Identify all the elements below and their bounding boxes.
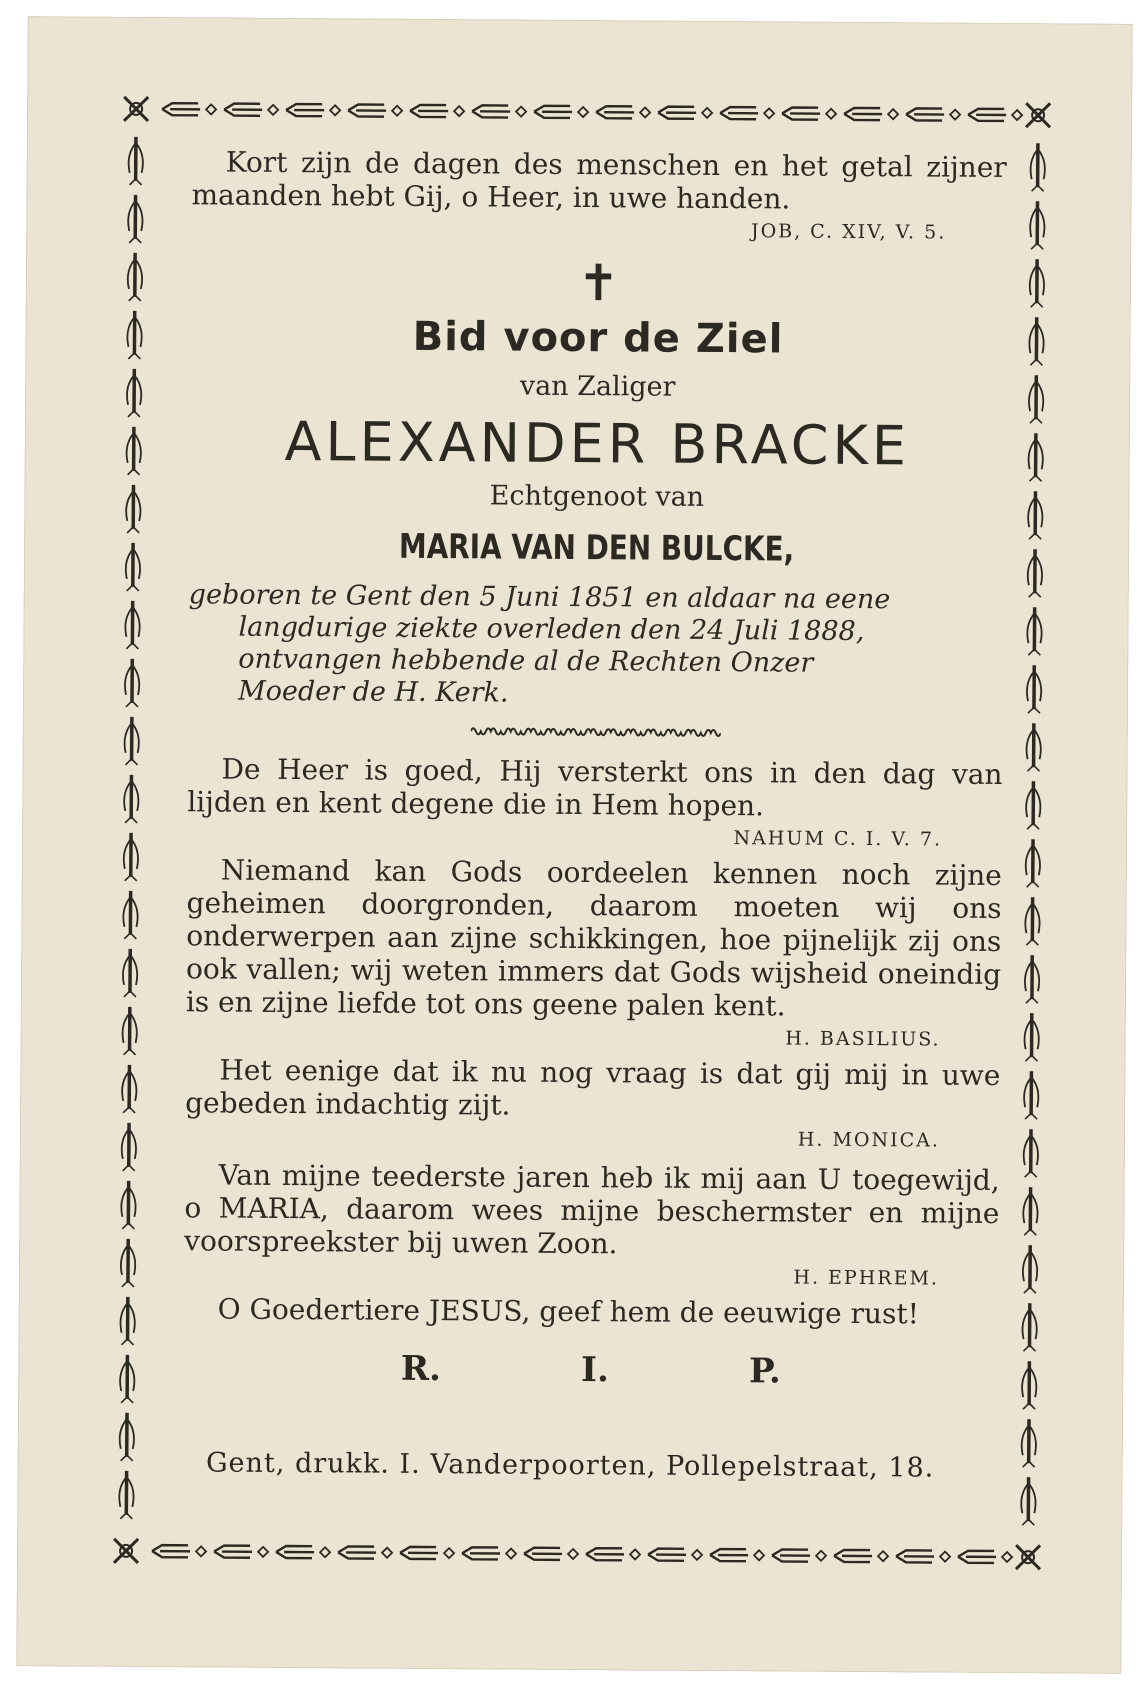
rip-letter-r: R. bbox=[400, 1348, 442, 1390]
biography-line-3: ontvangen hebbende al de Rechten Onzer bbox=[238, 643, 814, 679]
quote-3-text: Het eenige dat ik nu nog vraag is dat gij mij in uwe gebeden indachtig zijt. bbox=[185, 1053, 1001, 1122]
memorial-card bbox=[16, 16, 1132, 1674]
prayer-heading: Bid voor de Ziel bbox=[412, 313, 784, 363]
deceased-name: ALEXANDER BRACKE bbox=[284, 409, 911, 478]
quote-2-reference: H. BASILIUS. bbox=[785, 1027, 941, 1051]
epigraph-text: Kort zijn de dagen des menschen en het getal zijner maanden hebt Gij, o Heer, in uwe handen. bbox=[191, 145, 1007, 216]
rip-letter-i: I. bbox=[580, 1350, 610, 1391]
spouse-label: Echtgenoot van bbox=[489, 480, 705, 513]
quote-2-text: Niemand kan Gods oordeelen kennen noch zijne geheimen doorgronden, daarom moeten wij ons onderwerpen aan zijne schikkingen, hoe pijnelijk zij ons ook vallen; wij weten immers dat Gods wijsheid oneindig is en zijne liefde tot ons geene palen kent. bbox=[185, 853, 1002, 1023]
rip-letter-p: P. bbox=[748, 1351, 781, 1392]
wave-divider bbox=[188, 721, 1003, 746]
van-zaliger-label: van Zaliger bbox=[519, 370, 676, 403]
epigraph-reference: JOB, C. XIV, V. 5. bbox=[750, 220, 947, 244]
rip-letters bbox=[401, 1349, 781, 1392]
quote-1-text: De Heer is goed, Hij versterkt ons in den dag van lijden en kent degene die in Hem hopen. bbox=[187, 752, 1003, 823]
quote-4-reference: H. EPHREM. bbox=[793, 1266, 940, 1290]
quote-4-text: Van mijne teederste jaren heb ik mij aan U toegewijd, o MARIA, daarom wees mijne beschermster en mijne voorspreekster bij uwen Zoon. bbox=[184, 1158, 1000, 1261]
printer-imprint: Gent, drukk. I. Vanderpoorten, Pollepelstraat, 18. bbox=[205, 1447, 935, 1484]
cross-icon: ✝ bbox=[577, 254, 620, 313]
biography-line-1: geboren te Gent den 5 Juni 1851 en aldaar na eene bbox=[188, 579, 891, 616]
biography bbox=[188, 579, 1004, 713]
wave-divider-icon bbox=[470, 724, 720, 740]
biography-line-2: langdurige ziekte overleden den 24 Juli 1888, bbox=[238, 611, 865, 648]
biography-line-4: Moeder de H. Kerk. bbox=[237, 675, 509, 709]
quote-3-reference: H. MONICA. bbox=[797, 1128, 941, 1152]
spouse-name: MARIA VAN DEN BULCKE, bbox=[398, 526, 795, 570]
quote-5-text: O Goedertiere JESUS, geef hem de eeuwige rust! bbox=[217, 1292, 920, 1331]
card-content bbox=[183, 145, 1007, 1393]
quote-1-reference: NAHUM C. I. V. 7. bbox=[733, 827, 943, 851]
